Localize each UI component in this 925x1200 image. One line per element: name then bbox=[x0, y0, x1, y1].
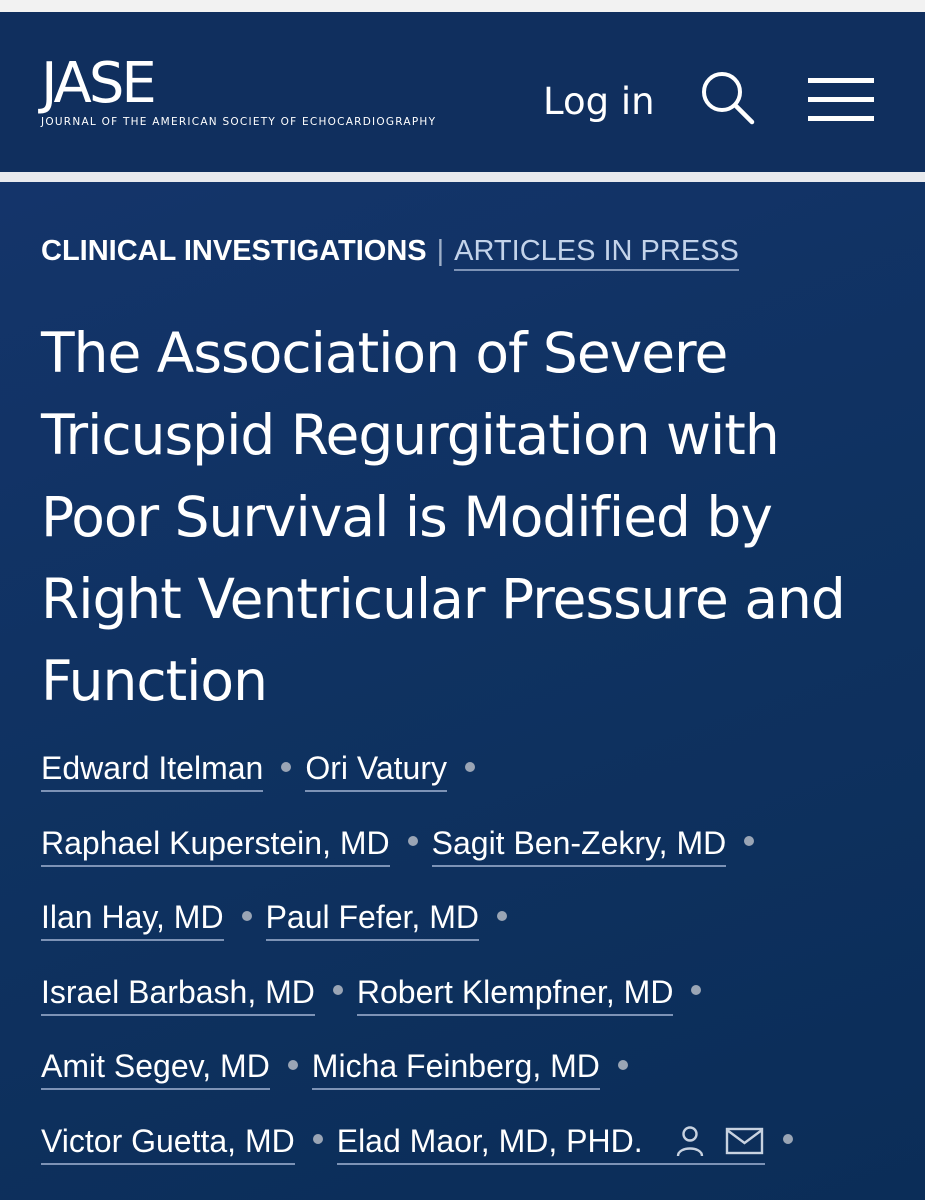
author-line bbox=[41, 1048, 901, 1123]
person-icon bbox=[673, 1124, 707, 1158]
author-link[interactable]: Raphael Kuperstein, MD bbox=[41, 825, 390, 867]
separator-dot bbox=[497, 911, 507, 921]
separator-dot bbox=[288, 1060, 298, 1070]
author-list bbox=[41, 750, 901, 1197]
author-link[interactable]: Victor Guetta, MD bbox=[41, 1123, 295, 1165]
separator-dot bbox=[744, 836, 754, 846]
author-link[interactable]: Sagit Ben-Zekry, MD bbox=[432, 825, 727, 867]
hamburger-menu-icon bbox=[808, 78, 874, 83]
author-line bbox=[41, 1123, 901, 1198]
separator-dot bbox=[618, 1060, 628, 1070]
logo-wordmark: JASE bbox=[41, 51, 154, 116]
author-line bbox=[41, 825, 901, 900]
separator-dot bbox=[242, 911, 252, 921]
email-icon bbox=[725, 1126, 765, 1156]
corresponding-author-link[interactable] bbox=[337, 1123, 765, 1165]
breadcrumb bbox=[41, 234, 739, 268]
separator-dot bbox=[408, 836, 418, 846]
author-line bbox=[41, 899, 901, 974]
author-link[interactable]: Amit Segev, MD bbox=[41, 1048, 270, 1090]
author-link[interactable]: Israel Barbash, MD bbox=[41, 974, 315, 1016]
separator-dot bbox=[313, 1134, 323, 1144]
separator-dot bbox=[333, 985, 343, 995]
articles-in-press-link[interactable]: ARTICLES IN PRESS bbox=[454, 235, 739, 271]
article-title: The Association of Severe Tricuspid Regurgitation with Poor Survival is Modified by Right Ventricular Pressure and Function bbox=[41, 321, 845, 713]
author-link[interactable]: Micha Feinberg, MD bbox=[312, 1048, 600, 1090]
separator-dot bbox=[465, 762, 475, 772]
jase-logo[interactable] bbox=[41, 51, 437, 128]
search-button[interactable] bbox=[700, 70, 756, 126]
author-link[interactable]: Paul Fefer, MD bbox=[266, 899, 479, 941]
author-link[interactable]: Robert Klempfner, MD bbox=[357, 974, 674, 1016]
author-link[interactable]: Edward Itelman bbox=[41, 750, 263, 792]
login-link[interactable]: Log in bbox=[543, 80, 655, 123]
logo-subtitle: JOURNAL OF THE AMERICAN SOCIETY OF ECHOCARDIOGRAPHY bbox=[41, 116, 437, 128]
author-line bbox=[41, 974, 901, 1049]
site-header bbox=[0, 12, 925, 172]
header-divider bbox=[0, 172, 925, 182]
author-link[interactable]: Ori Vatury bbox=[305, 750, 447, 792]
separator-dot bbox=[691, 985, 701, 995]
article-header bbox=[0, 182, 925, 1200]
breadcrumb-separator: | bbox=[436, 235, 445, 267]
author-icons bbox=[673, 1120, 765, 1158]
article-type-label: CLINICAL INVESTIGATIONS bbox=[41, 235, 427, 267]
author-name: Elad Maor, MD, PHD. bbox=[336, 1122, 643, 1159]
menu-button[interactable] bbox=[808, 76, 876, 124]
author-line bbox=[41, 750, 901, 825]
top-strip bbox=[0, 0, 925, 12]
separator-dot bbox=[783, 1134, 793, 1144]
search-icon bbox=[700, 70, 756, 126]
separator-dot bbox=[281, 762, 291, 772]
author-link[interactable]: Ilan Hay, MD bbox=[41, 899, 224, 941]
